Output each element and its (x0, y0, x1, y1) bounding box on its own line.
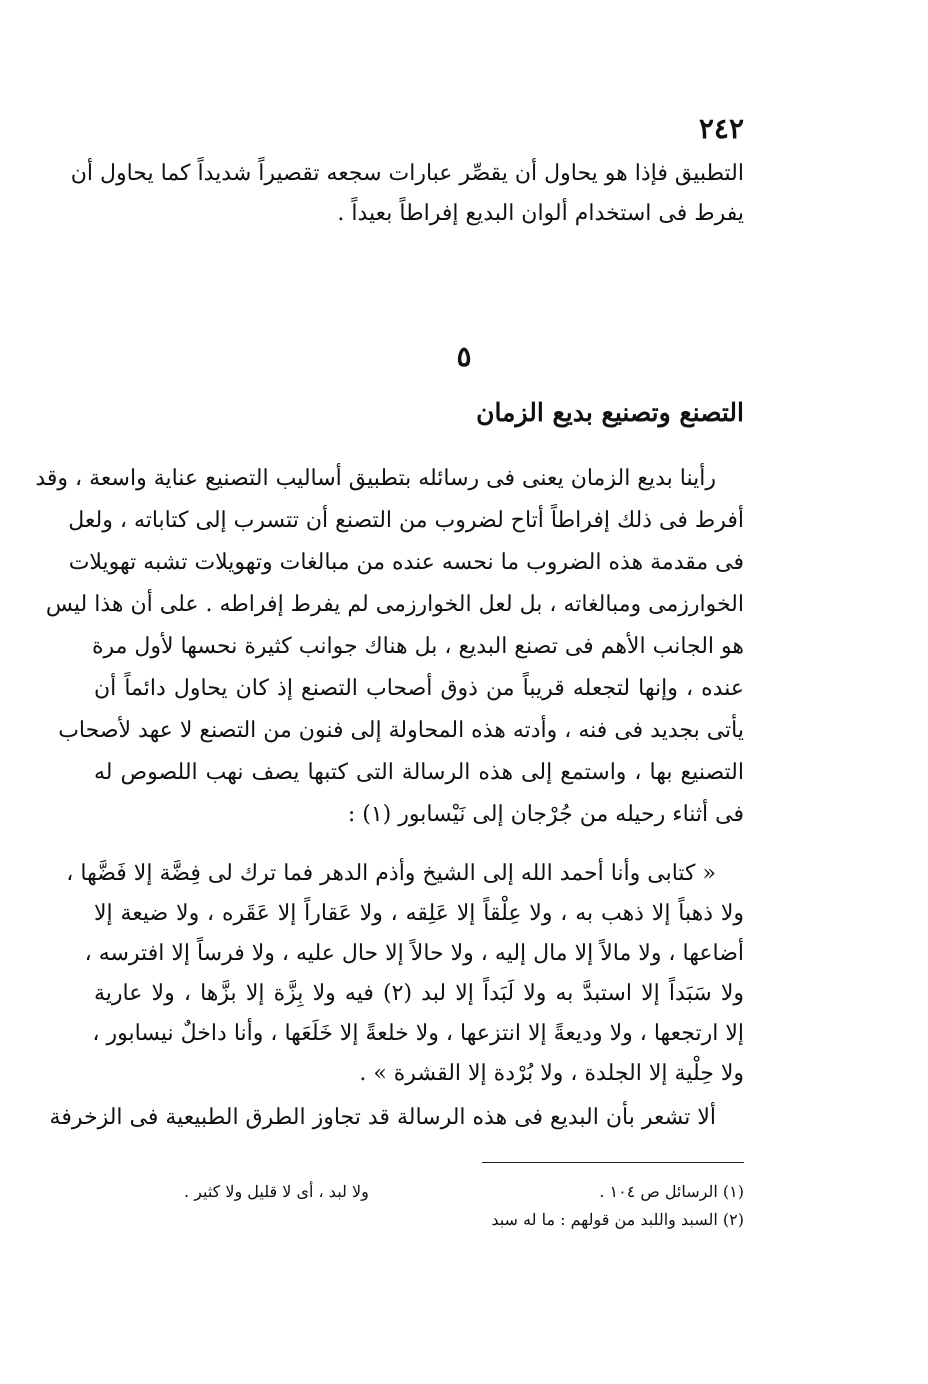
quoted-letter (66, 854, 744, 1094)
footnotes (184, 1178, 744, 1234)
text-line: هو الجانب الأهم فى تصنع البديع ، بل هناك جوانب كثيرة نحسها لأول مرة (91, 634, 744, 659)
footnote-divider (482, 1162, 744, 1163)
body-paragraph (35, 458, 744, 836)
text-line: التطبيق فإذا هو يحاول أن يقصِّر عبارات سجعه تقصيراً شديداً كما يحاول أن (70, 161, 744, 186)
footnote-continuation: ولا لبد ، أى لا قليل ولا كثير . (184, 1182, 369, 1201)
footnote-text: السبد واللبد من قولهم : ما له سبد (491, 1210, 718, 1229)
text-line: فى مقدمة هذه الضروب ما نحسه عنده من مبالغات وتهويلات تشبه تهويلات (68, 550, 744, 575)
footnote-marker: (١) (722, 1182, 744, 1201)
text-line: التصنيع بها ، واستمع إلى هذه الرسالة التى كتبها يصف نهب اللصوص له (94, 760, 744, 785)
footnote (184, 1178, 744, 1206)
footnote-main (599, 1178, 744, 1206)
footnote (184, 1206, 744, 1234)
text-line: ولا حِلْية إلا الجلدة ، ولا بُرْدة إلا القشرة » . (359, 1061, 744, 1086)
text-line: فى أثناء رحيله من جُرْجان إلى نَيْسابور (١) : (347, 802, 744, 827)
text-line: ولا ذهباً إلا ذهب به ، ولا عِلْقاً إلا عَلِقه ، ولا عَقاراً إلا عَقَره ، ولا ضيعة إلا (94, 901, 744, 926)
text-line: إلا ارتجعها ، ولا وديعةً إلا انتزعها ، ولا خلعةً إلا خَلَعَها ، وأنا داخلٌ نيسابور ، (92, 1021, 744, 1046)
footnote-main (491, 1206, 744, 1234)
text-line: أضاعها ، ولا مالاً إلا مال إليه ، ولا حالاً إلا حال عليه ، ولا فرساً إلا افترسه ، (84, 941, 744, 966)
intro-paragraph (70, 154, 744, 234)
section-title: التصنع وتصنيع بديع الزمان (476, 398, 744, 427)
text-line: « كتابى وأنا أحمد الله إلى الشيخ وأذم الدهر فما ترك لى فِضَّة إلا فَضَّها ، (66, 861, 716, 886)
section-number: ٥ (456, 340, 472, 373)
footnote-text: الرسائل ص ١٠٤ . (599, 1182, 718, 1201)
page-number: ٢٤٢ (698, 112, 744, 145)
text-line: رأينا بديع الزمان يعنى فى رسائله بتطبيق أساليب التصنيع عناية واسعة ، وقد (35, 466, 716, 491)
text-line: ألا تشعر بأن البديع فى هذه الرسالة قد تجاوز الطرق الطبيعية فى الزخرفة (49, 1105, 716, 1130)
text-line: يأتى بجديد فى فنه ، وأدته هذه المحاولة إلى فنون من التصنع لا عهد لأصحاب (58, 718, 744, 743)
text-line: ولا سَبَداً إلا استبدَّ به ولا لَبَداً إلا لبد (٢) فيه ولا بِزَّة إلا بزَّها ، ولا عارية (94, 981, 744, 1006)
text-line: عنده ، وإنها لتجعله قريباً من ذوق أصحاب التصنع إذ كان يحاول دائماً أن (94, 676, 744, 701)
footnote-marker: (٢) (722, 1210, 744, 1229)
text-line: أفرط فى ذلك إفراطاً أتاح لضروب من التصنع أن تتسرب إلى كتاباته ، ولعل (68, 508, 744, 533)
body-paragraph (49, 1098, 744, 1138)
text-line: يفرط فى استخدام ألوان البديع إفراطاً بعيداً . (337, 201, 744, 226)
text-line: الخوارزمى ومبالغاته ، بل لعل الخوارزمى لم يفرط إفراطه . على أن هذا ليس (45, 592, 744, 617)
